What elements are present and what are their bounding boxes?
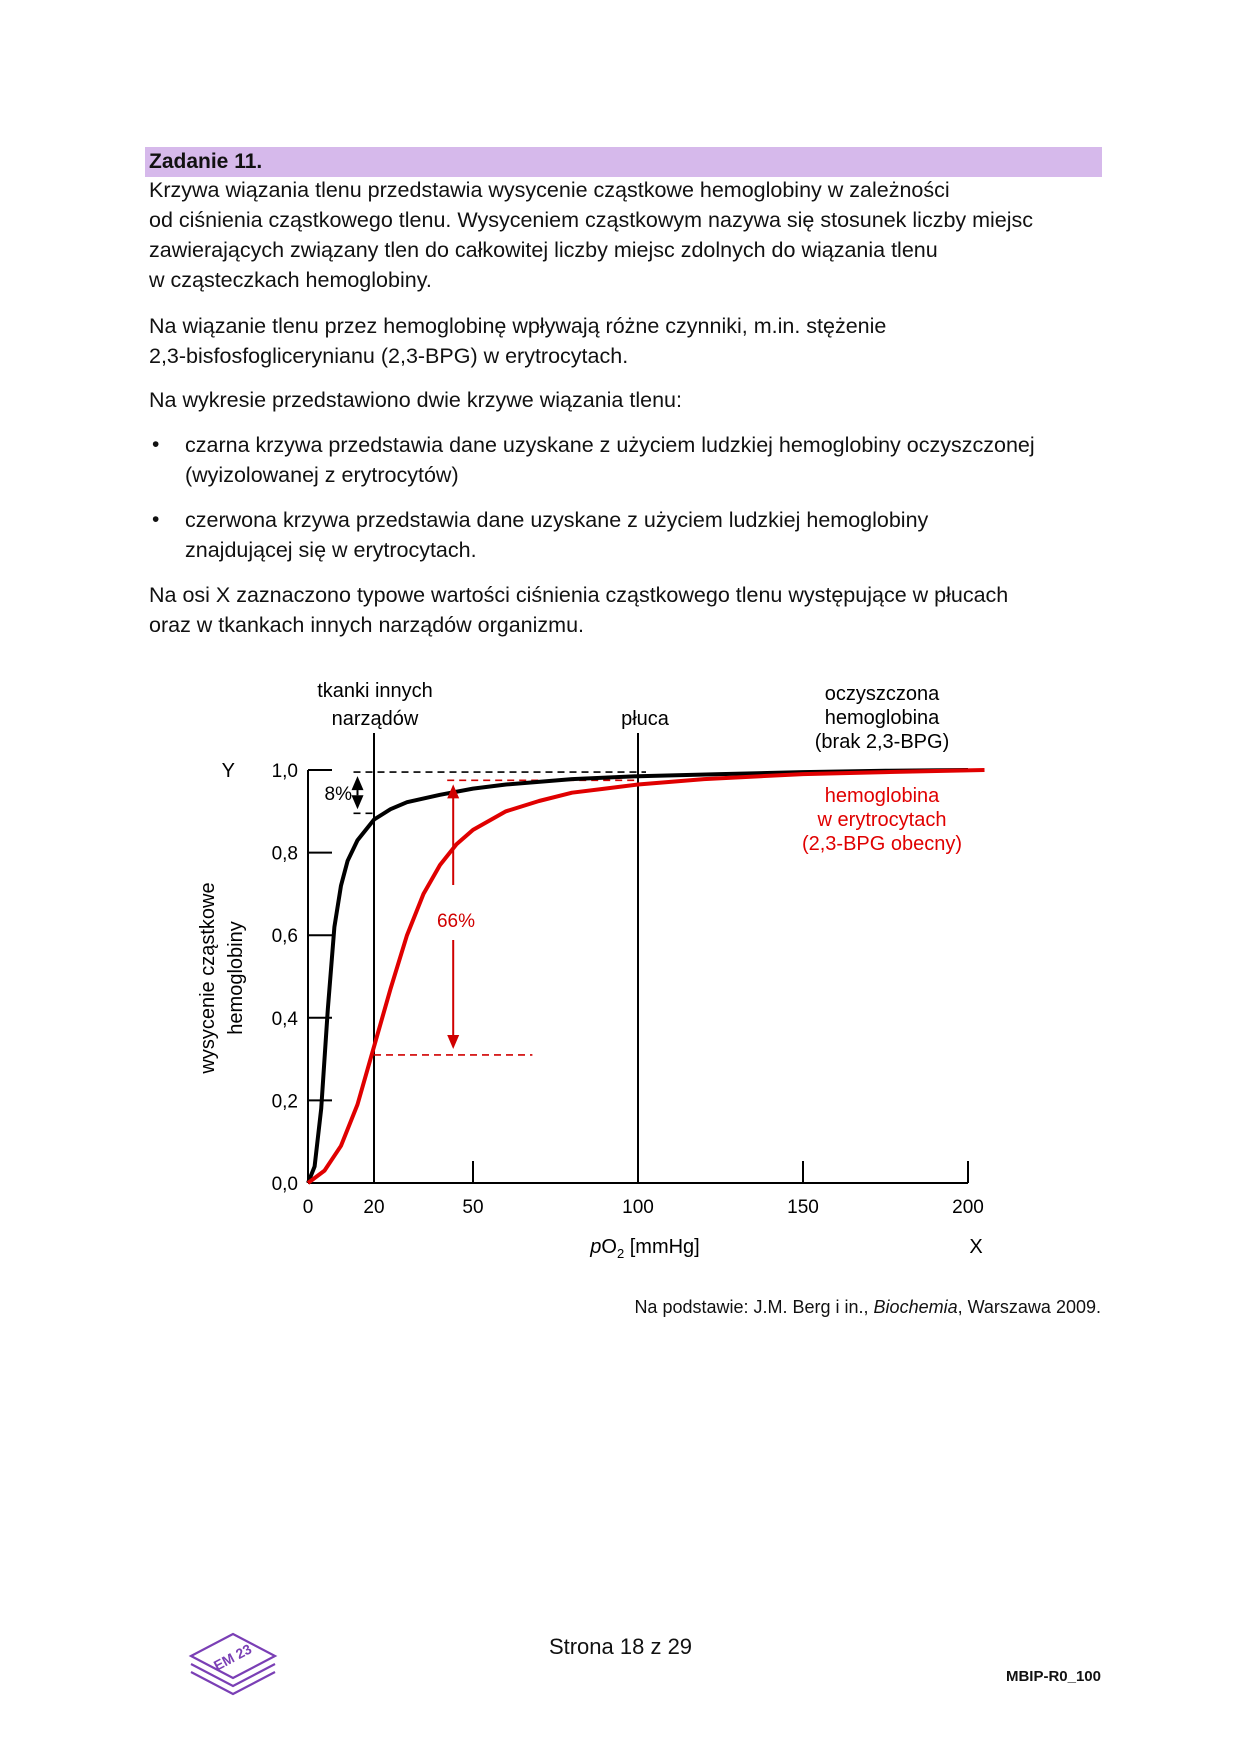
x-tick-label: 20: [363, 1197, 385, 1218]
bullet-1-line-2: (wyizolowanej z erytrocytów): [185, 463, 459, 487]
task-title: Zadanie 11.: [145, 147, 1102, 177]
lungs-label: płuca: [621, 708, 669, 730]
y-tick-label: 0,2: [271, 1091, 298, 1113]
red-series-label-line-3: (2,3-BPG obecny): [801, 833, 963, 855]
x-axis-label: $pO_2$ [mmHg]: [590, 1236, 700, 1261]
intro-line-1: Krzywa wiązania tlenu przedstawia wysycenie cząstkowe hemoglobiny w zależności: [149, 178, 950, 202]
chart-intro: Na wykresie przedstawiono dwie krzywe wiązania tlenu:: [149, 388, 682, 412]
factor-line-1: Na wiązanie tlenu przez hemoglobinę wpływają różne czynniki, m.in. stężenie: [149, 314, 887, 338]
x-tick-label: 150: [787, 1197, 819, 1218]
bullet-2-line-2: znajdującej się w erytrocytach.: [185, 538, 477, 562]
y-tick-label: 0,8: [271, 843, 298, 865]
tissues-label-line-1: tkanki innych: [317, 680, 433, 702]
document-code: MBIP-R0_100: [1005, 1668, 1101, 1685]
y-axis-label-line-2: hemoglobiny: [225, 921, 247, 1035]
bullet-marker: •: [152, 433, 160, 456]
x-tick-label: 100: [622, 1197, 654, 1218]
red-series-label-line-1: hemoglobina: [824, 785, 940, 807]
factor-line-2: 2,3-bisfosfoglicerynianu (2,3-BPG) w erytrocytach.: [149, 344, 629, 368]
x-axis-letter: X: [969, 1236, 983, 1258]
black-diff-arrow-head-down: [352, 795, 364, 809]
y-tick-label: 1,0: [271, 761, 298, 782]
black-series-label-line-3: (brak 2,3-BPG): [814, 731, 950, 753]
x-tick-label: 50: [462, 1197, 484, 1218]
red-diff-label: 66%: [436, 911, 476, 932]
intro-line-2: od ciśnienia cząstkowego tlenu. Wysyceniem cząstkowym nazywa się stosunek liczby miejsc: [149, 208, 1034, 232]
y-tick-label: 0,0: [271, 1174, 298, 1195]
y-axis-letter: Y: [221, 760, 235, 782]
black-series-label-line-2: hemoglobina: [824, 707, 940, 729]
x-tick-label: 200: [952, 1197, 984, 1218]
black-series-label-line-1: oczyszczona: [824, 683, 940, 705]
intro-line-3: zawierających związany tlen do całkowitej liczby miejsc zdolnych do wiązania tlenu: [149, 238, 938, 262]
red-series-label-line-2: w erytrocytach: [817, 809, 947, 831]
tissues-label-line-2: narządów: [331, 708, 419, 730]
page-number: Strona 18 z 29: [548, 1634, 693, 1659]
oxygen-binding-chart: [0, 660, 1241, 1280]
bullet-1-line-1: czarna krzywa przedstawia dane uzyskane z użyciem ludzkiej hemoglobiny oczyszczonej: [185, 433, 1035, 457]
red-curve: [308, 770, 985, 1183]
black-diff-label: 8%: [324, 784, 352, 805]
xaxis-note-line-1: Na osi X zaznaczono typowe wartości ciśnienia cząstkowego tlenu występujące w płucach: [149, 583, 1009, 607]
y-tick-label: 0,4: [271, 1008, 298, 1030]
intro-line-4: w cząsteczkach hemoglobiny.: [149, 268, 432, 292]
black-diff-arrow-head-up: [352, 776, 364, 790]
bullet-marker: •: [152, 508, 160, 531]
bullet-2-line-1: czerwona krzywa przedstawia dane uzyskane z użyciem ludzkiej hemoglobiny: [185, 508, 929, 532]
y-tick-label: 0,6: [271, 926, 298, 948]
xaxis-note-line-2: oraz w tkankach innych narządów organizmu.: [149, 613, 584, 637]
x-tick-label: 0: [302, 1197, 314, 1218]
source-citation: Na podstawie: J.M. Berg i in., Biochemia, Warszawa 2009.: [634, 1297, 1101, 1317]
logo-text: EM 23: [210, 1640, 255, 1674]
y-axis-label-line-1: wysycenie cząstkowe: [197, 882, 219, 1074]
red-diff-arrow-head-down: [447, 1035, 459, 1049]
